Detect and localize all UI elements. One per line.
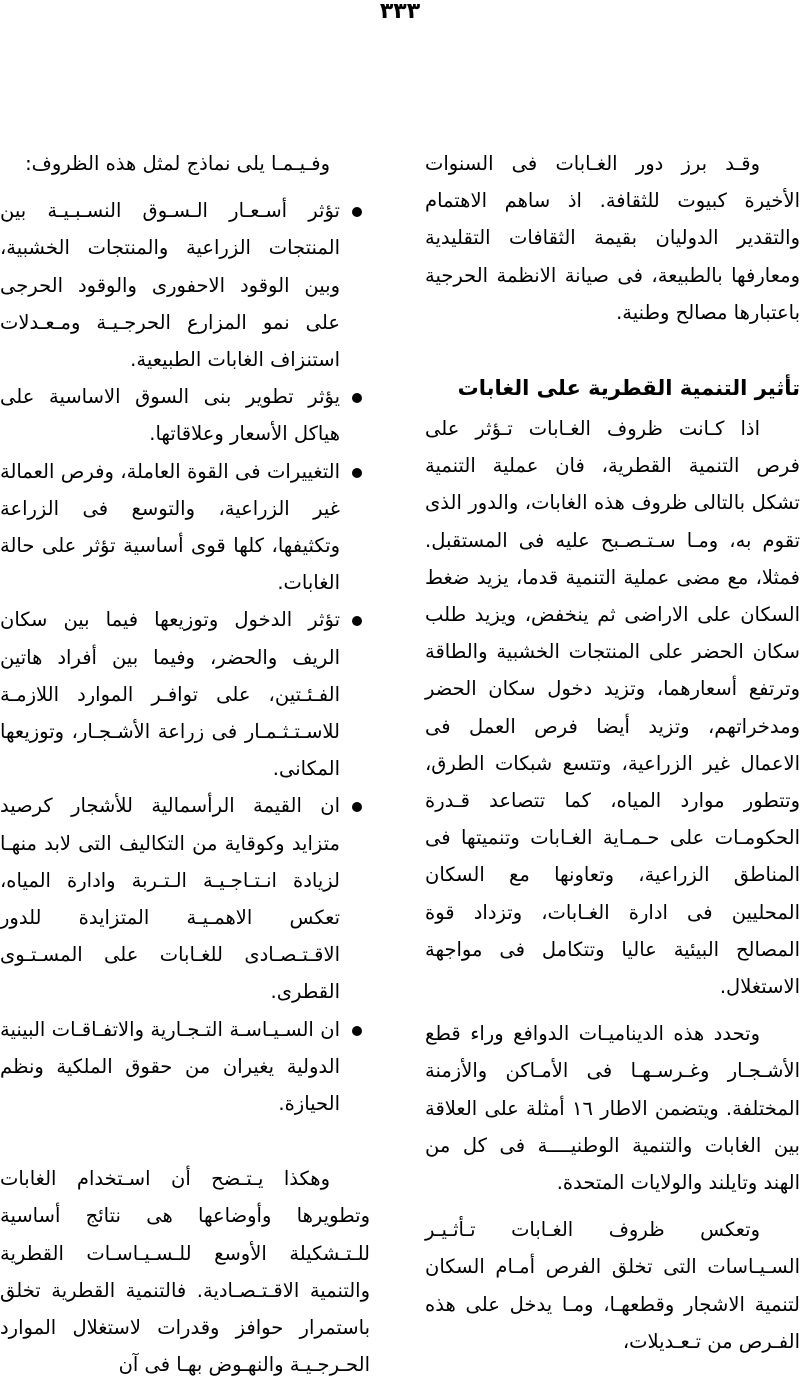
list-item <box>0 1011 370 1123</box>
list-item <box>0 453 370 602</box>
list-item-text: ان السـيـاسـة التـجـارية والاتفـاقـات البينية الدولية يغيران من حقوق الملكية ونظم الحيازة. <box>0 1017 340 1116</box>
left-column <box>0 145 370 1384</box>
bullet-icon <box>352 802 362 812</box>
intro-paragraph: وقـد برز دور الغـابات فى السنوات الأخيرة كبيوت للثقافة. اذ ساهم الاهتمام والتقدير الدوليان بقيمة الثقافات التقليدية ومعارفها بالطبيعة، فى صيانة الانظمة الحرجية باعتبارها مصالح وطنية. <box>425 152 800 324</box>
list-item <box>0 601 370 787</box>
bullet-icon <box>352 393 362 403</box>
list-item <box>0 787 370 1010</box>
body-paragraph-1: اذا كـانت ظروف الغـابات تـؤثر على فرص التنمية القطرية، فان عملية التنمية تشكل بالتالى ظروف هذه الغابات، والدور الذى تقوم به، ومـا سـتـصـبح عليه فى المستقبل. فمثلا، مع مضى عملية التنمية قدما، يزيد ضغط السكان على الاراضى ثم ينخفض، ويزيد طلب سكان الحضر على المنتجات الخشبية والطاقة وترتفع أسعارهما، وتزيد دخول سكان الحضر ومدخراتهم، وتزيد أيضا فرص العمل فى الاعمال غير الزراعية، وتتسع شبكات الطرق، وتتطور موارد المياه، كما تتصاعد قـدرة الحكومـات على حـمـاية الغـابات وتنميتها فى المناطق الزراعية، وتعاونها مع السكان المحليين فى ادارة الغـابات، وتزداد قوة المصالح البيئية عاليا وتتكامل فى مواجهة الاستغلال. <box>425 417 800 999</box>
list-item <box>0 192 370 378</box>
list-item-text: التغييرات فى القوة العاملة، وفرص العمالة غير الزراعية، والتوسع فى الزراعة وتكثيفها، كلها قوى أساسية تؤثر على حالة الغابات. <box>0 459 340 595</box>
section-heading: تأثير التنمية القطرية على الغابات <box>457 376 800 401</box>
bullet-list <box>0 192 370 1122</box>
closing-paragraph: وهكذا يـتـضح أن اسـتخدام الغابات وتطويرها وأوضاعها هى نتائج أساسية للـتـشكيلة الأوسع للـسـيـاسـات القطرية والتنمية الاقـتـصـادية. فالتنمية القطرية تخلق باستمرار حوافز وقدرات لاستغلال الموارد الحـرجـيـة والنهـوض بهـا فى آن <box>0 1167 370 1377</box>
bullet-icon <box>352 1026 362 1036</box>
list-item <box>0 378 370 452</box>
bullet-icon <box>352 468 362 478</box>
body-paragraph-2: وتحدد هذه الديناميـات الدوافع وراء قطع الأشـجـار وغـرسـهـا فى الأمـاكن والأزمنة المختلفة. ويتضمن الاطار ١٦ أمثلة على العلاقة بين الغابات والتنمية الوطنيــــة فى كل من الهند وتايلند والولايات المتحدة. <box>425 1022 800 1195</box>
body-paragraph-3: وتعكس ظروف الغـابات تـأثـيـر السـيـاسات التى تخلق الفرص أمـام السكان لتنمية الاشجار وقطعهـا، ومـا يدخل على هذه الفـرص من تـعـديلات، <box>425 1218 800 1353</box>
list-item-text: تؤثر أسـعـار الـسـوق النسـبـيـة بين المنتجات الزراعية والمنتجات الخشبية، وبين الوقود الاحفورى والوقود الحرجى على نمو المزارع الحرجـيـة ومـعـدلات استنزاف الغابات الطبيعية. <box>0 199 340 372</box>
list-item-text: تؤثر الدخول وتوزيعها فيما بين سكان الريف والحضر، وفيما بين أفراد هاتين الفـئـتين، على توافـر الموارد اللازمـة للاسـتـثـمـار فى زراعة الأشـجـار، وتوزيعها المكانى. <box>0 608 340 781</box>
list-item-text: يؤثر تطوير بنى السوق الاساسية على هياكل الأسعار وعلاقاتها. <box>0 385 340 446</box>
bullet-icon <box>352 207 362 217</box>
page-number: ٣٣٣ <box>379 0 421 24</box>
list-item-text: ان القيمة الرأسمالية للأشجار كرصيد متزايد وكوقاية من التكاليف التى لابد منهـا لزيادة انـتـاجـيـة الـتـربة وادارة المياه، تعكس الاهمـيـة المتزايدة للدور الاقـتـصـادى للغـابات على المسـتـوى القطرى. <box>0 794 340 1004</box>
list-intro: وفـيـمـا يلى نماذج لمثل هذه الظروف: <box>25 152 330 175</box>
bullet-icon <box>352 616 362 626</box>
right-column <box>425 145 800 1360</box>
